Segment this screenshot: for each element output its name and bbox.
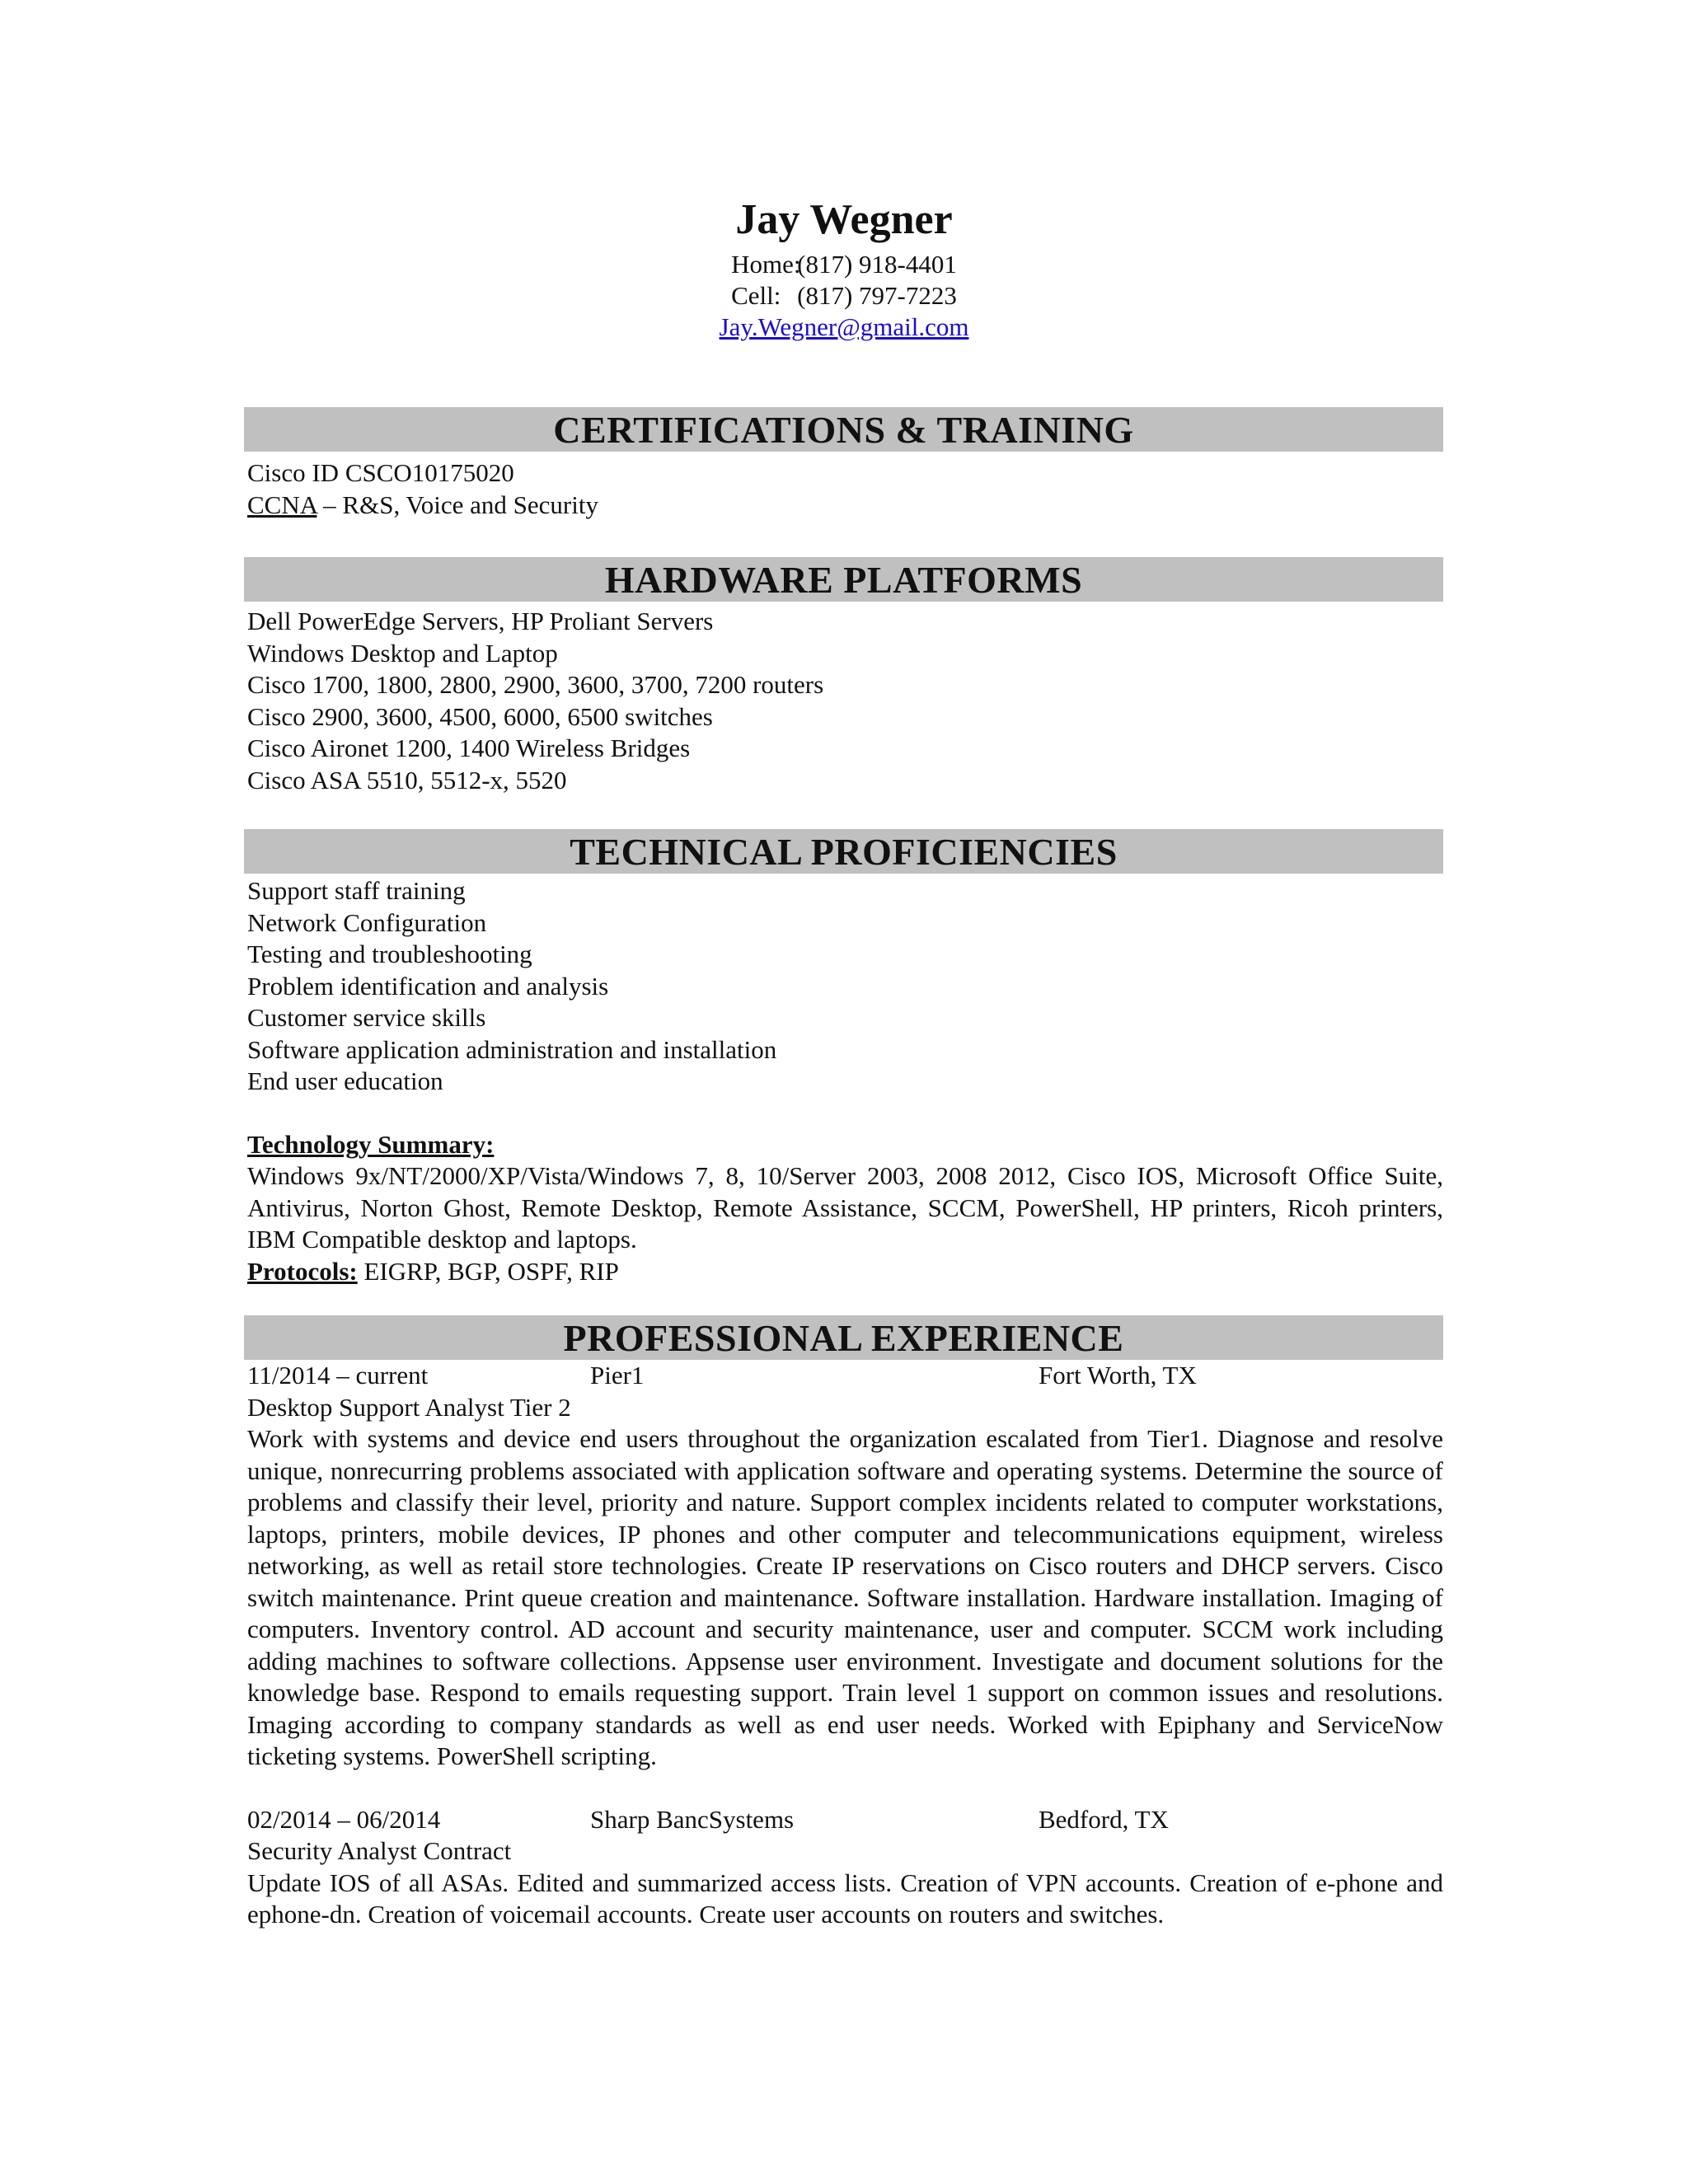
job-role: Desktop Support Analyst Tier 2 (247, 1392, 571, 1422)
cell-phone-line (0, 280, 1688, 312)
job-dates: 02/2014 – 06/2014 (247, 1804, 441, 1834)
protocols-text: EIGRP, BGP, OSPF, RIP (357, 1256, 619, 1286)
home-phone: (817) 918-4401 (797, 250, 957, 279)
list-item: End user education (247, 1066, 443, 1095)
job-description: Work with systems and device end users throughout the organization escalated from Tier1. Diagnose and resolve unique, nonrecurring problems associated with application software and operating systems. Determine the source of problems and classify their level, priority and nature. Support complex incidents related to computer workstations, laptops, printers, mobile devices, IP phones and other computer and telecommunications equipment, wireless networking, as well as retail store technologies. Create IP reservations on Cisco routers and DHCP servers. Cisco switch maintenance. Print queue creation and maintenance. Software installation. Hardware installation. Imaging of computers. Inventory control. AD account and security maintenance, user and computer. SCCM work including adding machines to software collections. Appsense user environment. Investigate and document solutions for the knowledge base. Respond to emails requesting support. Train level 1 support on common issues and resolutions. Imaging according to company standards as well as end user needs. Worked with Epiphany and ServiceNow ticketing systems. PowerShell scripting. (247, 1424, 1443, 1770)
list-item: Cisco Aironet 1200, 1400 Wireless Bridges (247, 733, 691, 762)
job-location: Fort Worth, TX (1039, 1361, 1197, 1390)
job-dates: 11/2014 – current (247, 1361, 429, 1390)
hardware-section (244, 557, 1443, 796)
email-link[interactable]: Jay.Wegner@gmail.com (719, 312, 969, 341)
job-company: Sharp BancSystems (590, 1804, 795, 1834)
list-item: Cisco ASA 5510, 5512-x, 5520 (247, 765, 567, 794)
list-item: Software application administration and installation (247, 1034, 777, 1064)
list-item: Cisco 1700, 1800, 2800, 2900, 3600, 3700, 7200 routers (247, 670, 824, 699)
job-header (244, 1360, 1443, 1392)
list-item: Cisco 2900, 3600, 4500, 6000, 6500 switches (247, 701, 713, 731)
cell-label: Cell: (731, 281, 781, 310)
job-entry (244, 1360, 1443, 1773)
job-company: Pier1 (590, 1361, 645, 1390)
section-heading-technical: TECHNICAL PROFICIENCIES (244, 829, 1443, 874)
protocols-label: Protocols: (247, 1256, 358, 1286)
job-header (244, 1804, 1443, 1836)
job-description: Update IOS of all ASAs. Edited and summarized access lists. Creation of VPN accounts. Creation of e-phone and ephone-dn. Creation of voicemail accounts. Create user accounts on routers and switches. (247, 1868, 1443, 1929)
cell-phone: (817) 797-7223 (797, 281, 957, 310)
certifications-section (244, 407, 1443, 521)
list-item: Support staff training (247, 876, 466, 905)
ccna-label: CCNA (247, 490, 317, 519)
ccna-detail: – R&S, Voice and Security (316, 490, 598, 519)
list-item: Customer service skills (247, 1003, 486, 1032)
home-label: Home: (731, 250, 801, 279)
job-entry (244, 1804, 1443, 1931)
technology-summary-label: Technology Summary: (247, 1129, 495, 1159)
section-heading-certifications: CERTIFICATIONS & TRAINING (244, 407, 1443, 452)
cisco-id: Cisco ID CSCO10175020 (247, 458, 514, 487)
list-item: Network Configuration (247, 907, 487, 937)
candidate-name: Jay Wegner (735, 196, 953, 243)
protocols-line (244, 1256, 1443, 1288)
job-role: Security Analyst Contract (247, 1836, 512, 1865)
ccna-line (244, 490, 1443, 522)
list-item: Testing and troubleshooting (247, 940, 532, 968)
list-item: Problem identification and analysis (247, 971, 609, 1001)
resume-header (0, 191, 1688, 343)
list-item: Windows Desktop and Laptop (247, 638, 558, 668)
technical-section (244, 829, 1443, 1287)
job-location: Bedford, TX (1039, 1804, 1169, 1834)
section-heading-experience: PROFESSIONAL EXPERIENCE (244, 1315, 1443, 1360)
section-heading-hardware: HARDWARE PLATFORMS (244, 557, 1443, 602)
home-phone-line (0, 249, 1688, 280)
list-item: Dell PowerEdge Servers, HP Proliant Servers (247, 607, 714, 635)
experience-section (244, 1315, 1443, 1931)
technology-summary-text: Windows 9x/NT/2000/XP/Vista/Windows 7, 8, 10/Server 2003, 2008 2012, Cisco IOS, Microsoft Office Suite, Antivirus, Norton Ghost, Remote Desktop, Remote Assistance, SCCM, PowerShell, HP printers, Ricoh printers, IBM Compatible desktop and laptops. (247, 1161, 1443, 1254)
